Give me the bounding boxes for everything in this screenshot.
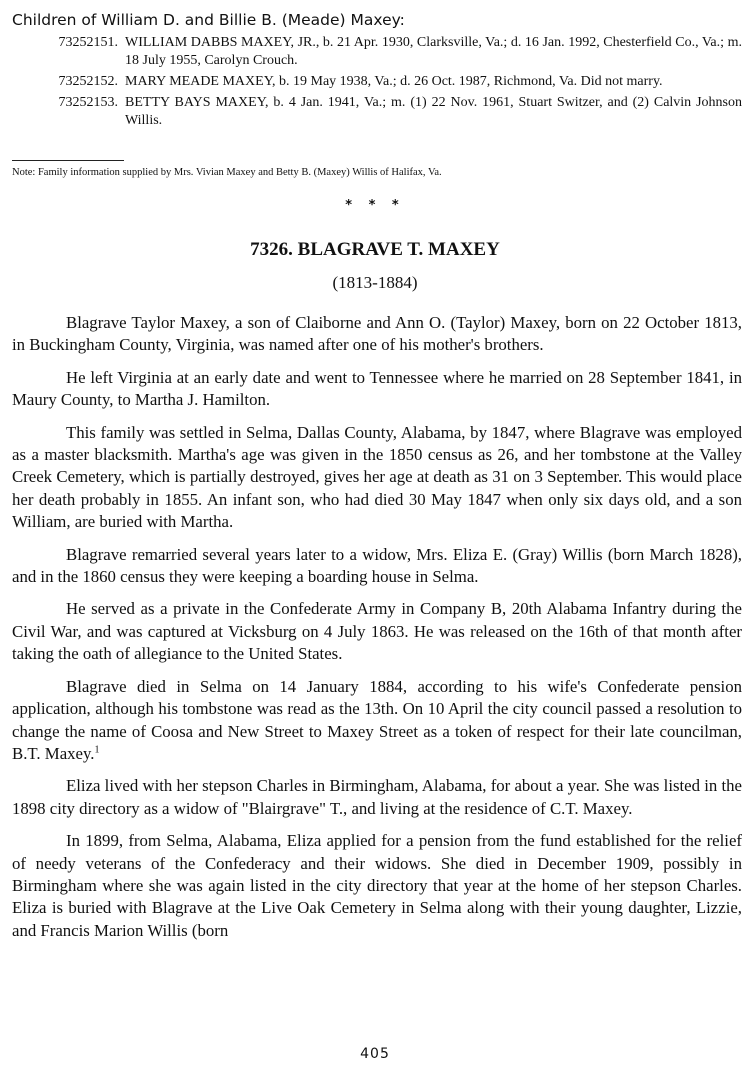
source-note: Note: Family information supplied by Mrs. Vivian Maxey and Betty B. (Maxey) Willis of Halifax, Va. — [12, 167, 442, 178]
children-list — [12, 34, 742, 133]
footnote-marker: 1 — [94, 744, 100, 756]
child-entry: WILLIAM DABBS MAXEY, JR., b. 21 Apr. 1930, Clarksville, Va.; d. 16 Jan. 1992, Chesterfield Co., Va.; m. 18 July 1955, Carolyn Crouch. — [125, 35, 742, 68]
section-separator: * * * — [345, 198, 405, 213]
children-header: Children of William D. and Billie B. (Meade) Maxey: — [12, 11, 405, 29]
child-number: 73252151. — [58, 35, 118, 50]
paragraph-text: Blagrave died in Selma on 14 January 1884, according to his wife's Confederate pension application, although his tombstone was read as the 13th. On 10 April the city council passed a resolution to change the name of Coosa and New Street to Maxey Street as a token of respect for their late councilman, B.T. Maxey. — [12, 676, 742, 763]
paragraph: Eliza lived with her stepson Charles in Birmingham, Alabama, for about a year. She was listed in the 1898 city directory as a widow of "Blairgrave" T., and living at the residence of C.T. Maxey. — [12, 776, 742, 818]
child-entry: MARY MEADE MAXEY, b. 19 May 1938, Va.; d. 26 Oct. 1987, Richmond, Va. Did not marry. — [125, 74, 663, 89]
paragraph: This family was settled in Selma, Dallas County, Alabama, by 1847, where Blagrave was employed as a master blacksmith. Martha's age was given in the 1850 census as 26, and her tombstone at the Valley Creek Cemetery, which is partially destroyed, gives her age at death as 31 on 3 September. This would place her death probably in 1855. An infant son, who had died 30 May 1847 when only six days old, and a son William, are buried with Martha. — [12, 422, 742, 532]
child-number: 73252152. — [58, 74, 118, 89]
note-divider — [12, 160, 124, 161]
list-item — [12, 73, 742, 91]
page-number: 405 — [360, 1046, 390, 1062]
body-text — [12, 312, 742, 952]
child-entry: BETTY BAYS MAXEY, b. 4 Jan. 1941, Va.; m. (1) 22 Nov. 1961, Stuart Switzer, and (2) Calvin Johnson Willis. — [125, 95, 742, 128]
paragraph: He served as a private in the Confederate Army in Company B, 20th Alabama Infantry during the Civil War, and was captured at Vicksburg on 4 July 1863. He was released on the 16th of that month after taking the oath of allegiance to the United States. — [12, 599, 742, 664]
paragraph: Blagrave remarried several years later to a widow, Mrs. Eliza E. (Gray) Willis (born March 1828), and in the 1860 census they were keeping a boarding house in Selma. — [12, 544, 742, 587]
paragraph — [12, 676, 742, 766]
section-title: 7326. BLAGRAVE T. MAXEY — [250, 239, 500, 260]
paragraph: In 1899, from Selma, Alabama, Eliza applied for a pension from the fund established for the relief of needy veterans of the Confederacy and their widows. She died in December 1909, possibly in Birmingham where she was again listed in the city directory that year at the home of her stepson Charles. Eliza is buried with Blagrave at the Live Oak Cemetery in Selma along with their young daughter, Lizzie, and Francis Marion Willis (born — [12, 831, 742, 940]
list-item — [12, 94, 742, 130]
paragraph: He left Virginia at an early date and went to Tennessee where he married on 28 September 1841, in Maury County, to Martha J. Hamilton. — [12, 367, 742, 410]
list-item — [12, 34, 742, 70]
child-number: 73252153. — [58, 95, 118, 110]
section-years: (1813-1884) — [332, 273, 418, 292]
paragraph: Blagrave Taylor Maxey, a son of Claiborne and Ann O. (Taylor) Maxey, born on 22 October 1813, in Buckingham County, Virginia, was named after one of his mother's brothers. — [12, 313, 742, 355]
